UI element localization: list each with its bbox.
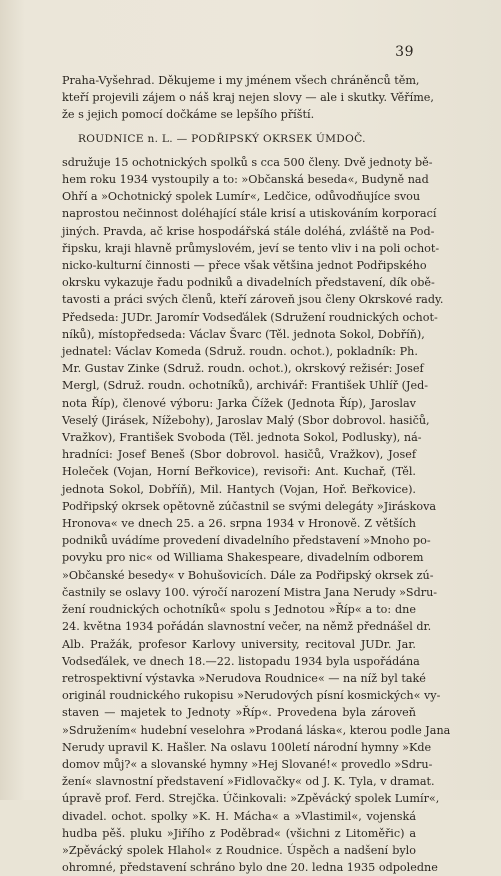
body-line: »Zpěvácký spolek Hlahol« z Roudnice. Úspěch a nadšení bylo (62, 843, 416, 857)
body-line: hem roku 1934 vystoupily a to: »Občanská beseda«, Budyně nad (62, 173, 429, 187)
body-line: Alb. Pražák, profesor Karlovy university, recitoval JUDr. Jar. (62, 637, 416, 651)
body-line: hradníci: Josef Beneš (Sbor dobrovol. hasičů, Vražkov), Josef (62, 448, 416, 462)
body-line: Holeček (Vojan, Horní Beřkovice), revisoři: Ant. Kuchař, (Těl. (62, 465, 416, 479)
body-line: níků), místopředseda: Václav Švarc (Těl. jednota Sokol, Dobříň), (62, 327, 425, 341)
body-line: častnily se oslavy 100. výročí narození Mistra Jana Nerudy »Sdru- (62, 585, 438, 599)
body-line: Podřipský okrsek opětovně zúčastnil se svými delegáty »Jiráskova (62, 499, 437, 513)
body-line: úpravě prof. Ferd. Strejčka. Účinkovali: »Zpěvácký spolek Lumír«, (62, 792, 440, 806)
intro-line: Praha-Vyšehrad. Děkujeme i my jménem všech chráněnců těm, (62, 74, 420, 87)
body-line: 24. května 1934 pořádán slavnostní večer, na němž přednášel dr. (62, 620, 432, 634)
section-heading: ROUDNICE n. L. — PODŘIPSKÝ OKRSEK ÚMDOČ. (78, 132, 366, 145)
body-line: jiných. Pravda, ač krise hospodářská stále doléhá, zvláště na Pod- (62, 224, 435, 238)
body-line: žení roudnických ochotníků« spolu s Jednotou »Říp« a to: dne (62, 603, 416, 617)
body-line: žení« slavnostní představení »Fidlovačky« od J. K. Tyla, v dramat. (62, 775, 435, 789)
body-line: tavosti a práci svých členů, kteří zároveň jsou členy Okrskové rady. (62, 293, 444, 307)
body-line: Mergl, (Sdruž. roudn. ochotníků), archivář: František Uhlíř (Jed- (62, 379, 429, 393)
body-line: naprostou nečinnost doléhající stále krisí a utiskováním korporací (62, 207, 437, 221)
body-line: jednota Sokol, Dobříň), Mil. Hantych (Vojan, Hoř. Beřkovice). (62, 482, 416, 496)
body-line: Vodseďálek, ve dnech 18.—22. listopadu 1934 byla uspořádána (62, 654, 420, 668)
body-line: sdružuje 15 ochotnických spolků s cca 500 členy. Dvě jednoty bě- (62, 155, 433, 169)
text-block (62, 72, 451, 876)
body-line: nicko-kulturní činnosti — přece však většina jednot Podřipského (62, 259, 427, 273)
body-line: povyku pro nic« od Williama Shakespeare, divadelním odborem (62, 551, 424, 565)
body-line: podniků uvádíme provedení divadelního představení »Mnoho po- (62, 534, 431, 548)
body-line: staven — majetek to Jednoty »Říp«. Provedena byla zároveň (62, 706, 416, 720)
body-line: originál roudnického rukopisu »Nerudových písní kosmických« vy- (62, 689, 441, 703)
body-line: divadel. ochot. spolky »K. H. Mácha« a »Vlastimil«, vojenská (62, 809, 416, 823)
body-paragraph (62, 154, 451, 876)
intro-line: kteří projevili zájem o náš kraj nejen slovy — ale i skutky. Věříme, (62, 91, 434, 105)
body-line: Nerudy upravil K. Hašler. Na oslavu 100letí národní hymny »Kde (62, 740, 432, 754)
body-line: Předseda: JUDr. Jaromír Vodseďálek (Sdružení roudnických ochot- (62, 310, 438, 324)
body-line: ohromné, představení schráno bylo dne 20. ledna 1935 odpoledne (62, 861, 438, 875)
body-line: Mr. Gustav Zinke (Sdruž. roudn. ochot.), okrskový režisér: Josef (62, 362, 424, 376)
body-line: domov můj?« a slovanské hymny »Hej Slované!« provedlo »Sdru- (62, 757, 433, 771)
body-line: nota Říp), členové výboru: Jarka Čížek (Jednota Říp), Jaroslav (62, 396, 416, 410)
body-line: »Sdružením« hudební veselohra »Prodaná láska«, kterou podle Jana (62, 723, 451, 737)
intro-line: že s jejich pomocí dočkáme se lepšího příští. (62, 108, 315, 122)
body-line: okrsku vykazuje řadu podniků a divadelních představení, dík obě- (62, 276, 435, 290)
body-line: řipsku, kraji hlavně průmyslovém, jeví se tento vliv i na poli ochot- (62, 241, 440, 255)
body-line: Ohří a »Ochotnický spolek Lumír«, Ledčice, odůvodňujíce svou (62, 190, 421, 204)
body-line: Hronova« ve dnech 25. a 26. srpna 1934 v Hronově. Z větších (62, 517, 416, 531)
body-line: retrospektivní výstavka »Nerudova Roudnice« — na níž byl také (62, 671, 426, 685)
body-line: hudba pěš. pluku »Jiřího z Poděbrad« (všichni z Litoměřic) a (62, 826, 416, 840)
body-line: Veselý (Jirásek, Nížebohy), Jaroslav Malý (Sbor dobrovol. hasičů, (62, 413, 430, 427)
body-line: »Občanské besedy« v Bohušovicích. Dále za Podřipský okrsek zú- (62, 568, 434, 582)
page-number: 39 (395, 44, 414, 60)
body-line: Vražkov), František Svoboda (Těl. jednota Sokol, Podlusky), ná- (62, 431, 422, 445)
body-line: jednatel: Václav Komeda (Sdruž. roudn. ochot.), pokladník: Ph. (62, 345, 418, 359)
